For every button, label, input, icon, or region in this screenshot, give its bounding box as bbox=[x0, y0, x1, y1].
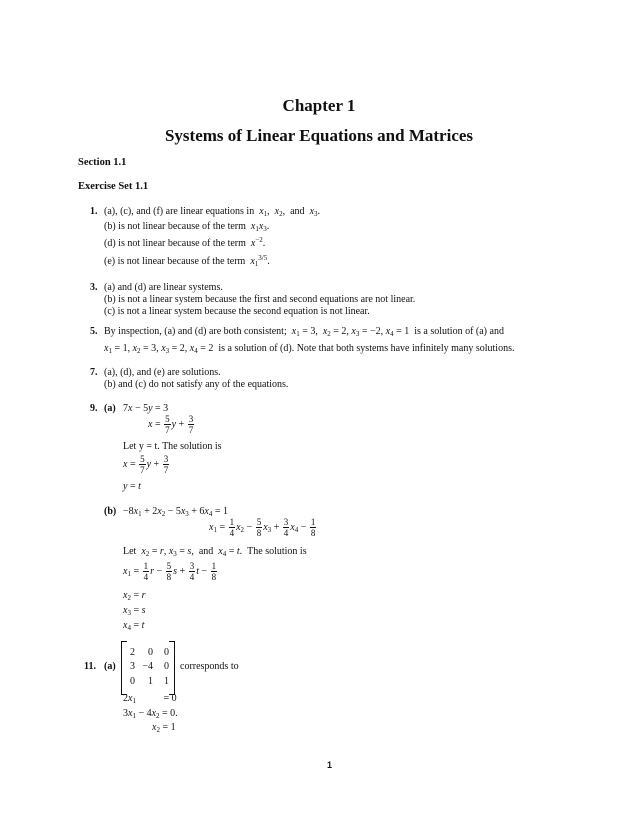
chapter-title: Chapter 1 bbox=[282, 96, 356, 115]
matrix-cell: 0 bbox=[130, 676, 135, 687]
exercise-5-number: 5. bbox=[90, 326, 98, 337]
exercise-5-line-1: By inspection, (a) and (d) are both consistent; $x_1 = 3$, $x_2 = 2$, $x_3 = -2$, $x_4 = 1$ is a solution of (a) and bbox=[104, 326, 504, 338]
exercise-1-line-1: (a), (c), and (f) are linear equations in $x_1$, $x_2$, and $x_3$. bbox=[104, 206, 321, 218]
eq-9b-5: $x_3 = s$ bbox=[123, 605, 146, 617]
eq-11a-1: $2x_1$ = 0 bbox=[123, 693, 177, 705]
eq-11a-3: $x_2 = 1$ bbox=[152, 722, 176, 734]
exercise-11-corresponds: corresponds to bbox=[180, 661, 239, 672]
eq-9b-6: $x_4 = t$ bbox=[123, 620, 145, 632]
exercise-9-number: 9. bbox=[90, 403, 98, 414]
eq-9a-3: x = $\frac{5}{7}$ y + $\frac{3}{7}$ bbox=[123, 454, 169, 475]
exercise-1-line-2: (b) is not linear because of the term $x_1x_3$. bbox=[104, 221, 270, 233]
section-label: Section 1.1 bbox=[78, 157, 127, 168]
exercise-3-line-1: (a) and (d) are linear systems. bbox=[104, 282, 223, 293]
exercise-11-part-a: (a) bbox=[104, 661, 116, 672]
exercise-11-number: 11. bbox=[84, 661, 96, 672]
eq-11a-2: $3x_1 - 4x_2 = 0$. bbox=[123, 708, 178, 720]
matrix-cell: 1 bbox=[164, 676, 169, 687]
eq-9a-4: y = t bbox=[123, 481, 141, 492]
matrix-cell: 0 bbox=[148, 647, 153, 658]
exercise-9-part-b: (b) bbox=[104, 506, 117, 517]
matrix-cell: −4 bbox=[142, 661, 153, 672]
exercise-7-line-2: (b) and (c) do not satisfy any of the equations. bbox=[104, 379, 289, 390]
exercise-3-line-2: (b) is not a linear system because the first and second equations are not linear. bbox=[104, 294, 416, 305]
eq-9a-1: 7x − 5y = 3 bbox=[123, 403, 169, 414]
exercise-1-line-3: (d) is not linear because of the term $x^{-2}$. bbox=[104, 236, 266, 249]
exercise-1-number: 1. bbox=[90, 206, 98, 217]
chapter-subtitle: Systems of Linear Equations and Matrices bbox=[164, 126, 474, 145]
eq-9b-3: $x_1$ = $\frac{1}{4}$ r − $\frac{5}{8}$ s + $\frac{3}{4}$ t − $\frac{1}{8}$ bbox=[123, 561, 217, 582]
exercise-9b-let: Let $x_2 = r$, $x_3 = s$, and $x_4 = t$. The solution is bbox=[123, 546, 307, 558]
exercise-9a-let: Let y = t. The solution is bbox=[123, 441, 222, 452]
exercise-set-label: Exercise Set 1.1 bbox=[78, 181, 149, 192]
exercise-3-line-3: (c) is not a linear system because the second equation is not linear. bbox=[104, 306, 370, 317]
exercise-7-number: 7. bbox=[90, 367, 98, 378]
eq-9b-2: $x_1$ = $\frac{1}{4}$ $x_2$ − $\frac{5}{8}$ $x_3$ + $\frac{3}{4}$ $x_4$ − $\frac{1}{8}$ bbox=[209, 517, 316, 538]
exercise-9-part-a: (a) bbox=[104, 403, 116, 414]
matrix-cell: 0 bbox=[164, 661, 169, 672]
exercise-7-line-1: (a), (d), and (e) are solutions. bbox=[104, 367, 221, 378]
matrix-right-bracket bbox=[169, 641, 175, 695]
matrix-cell: 1 bbox=[148, 676, 153, 687]
augmented-matrix bbox=[121, 641, 175, 693]
eq-9b-1: $-8x_1 + 2x_2 - 5x_3 + 6x_4 = 1$ bbox=[123, 506, 229, 518]
eq-9b-4: $x_2 = r$ bbox=[123, 590, 146, 602]
exercise-1-line-4: (e) is not linear because of the term $x_1^{3/5}$. bbox=[104, 254, 270, 268]
eq-9a-2: x = $\frac{5}{7}$ y + $\frac{3}{7}$ bbox=[148, 414, 194, 435]
page-number: 1 bbox=[327, 760, 333, 770]
matrix-cell: 3 bbox=[130, 661, 135, 672]
matrix-cell: 2 bbox=[130, 647, 135, 658]
matrix-cell: 0 bbox=[164, 647, 169, 658]
exercise-3-number: 3. bbox=[90, 282, 98, 293]
exercise-5-line-2: $x_1 = 1$, $x_2 = 3$, $x_3 = 2$, $x_4 = 2$ is a solution of (d). Note that both systems have infinitely many solutions. bbox=[104, 343, 515, 355]
